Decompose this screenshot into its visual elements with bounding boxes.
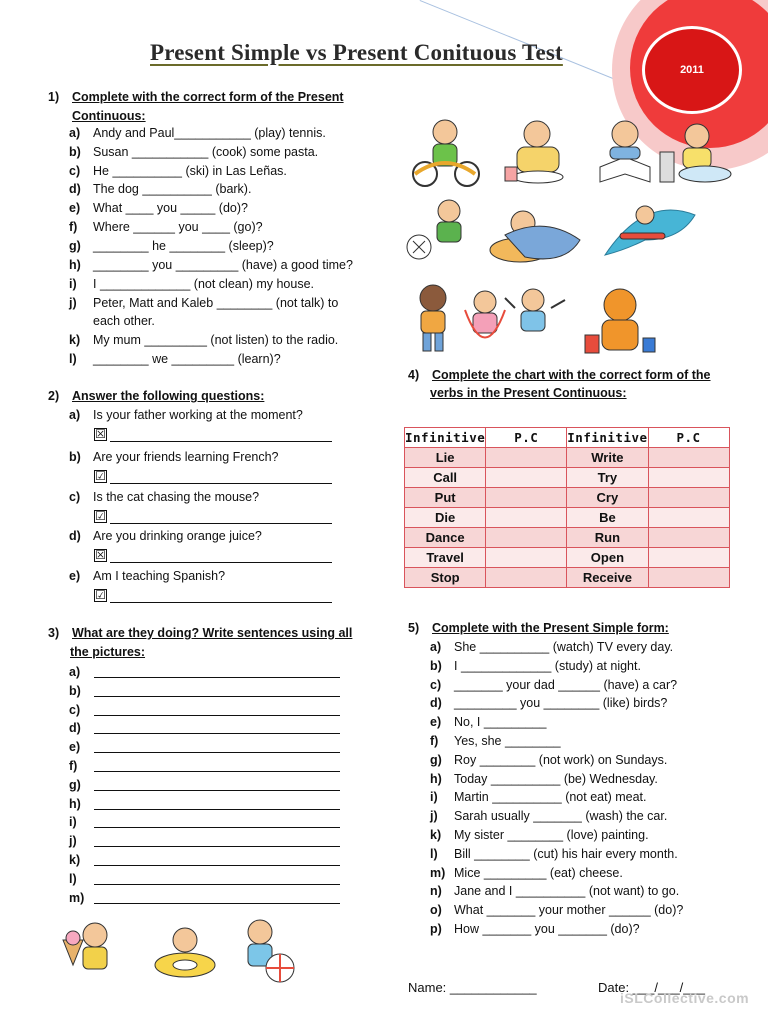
- section1-item-text: ________ he ________ (sleep)?: [93, 239, 274, 253]
- answer-line[interactable]: [94, 715, 340, 716]
- section1-item-label: c): [69, 164, 81, 178]
- page-title: Present Simple vs Present Conituous Test: [150, 40, 563, 65]
- section1-item: [69, 162, 389, 181]
- section4-heading-cont: verbs in the Present Continuous:: [430, 386, 627, 400]
- table-row: [405, 488, 730, 508]
- answer-cell[interactable]: [486, 508, 567, 528]
- answer-line[interactable]: [94, 903, 340, 904]
- section1-item: [69, 199, 389, 218]
- section2-item: [69, 448, 389, 467]
- section1-item-label: l): [69, 352, 77, 366]
- answer-cell[interactable]: [486, 548, 567, 568]
- section5-item-label: o): [430, 903, 442, 918]
- answer-line[interactable]: [94, 809, 340, 810]
- section3-heading: 3) What are they doing? Write sentences using all: [48, 626, 353, 640]
- section1-item-text: each other.: [93, 314, 155, 328]
- cat-painting-illustration: [585, 289, 655, 353]
- section5-item: [430, 694, 750, 713]
- header-pc-1: P.C: [486, 428, 567, 448]
- answer-cell[interactable]: [648, 508, 729, 528]
- table-row: [405, 548, 730, 568]
- section5-item-label: f): [430, 734, 439, 748]
- section2-item: [69, 527, 389, 546]
- child-eating-icecream-illustration: [63, 923, 107, 969]
- section2-item-label: a): [69, 408, 81, 422]
- section1-item-text: What ____ you _____ (do)?: [93, 201, 248, 215]
- section2-heading: 2) Answer the following questions:: [48, 389, 265, 403]
- section3-heading-cont: the pictures:: [70, 645, 146, 659]
- section5-item-label: j): [430, 809, 438, 824]
- answer-line[interactable]: [94, 827, 340, 828]
- answer-checkbox[interactable]: ☑: [95, 588, 106, 602]
- answer-cell[interactable]: [648, 548, 729, 568]
- child-reading-illustration: [600, 121, 650, 182]
- section1-item: [69, 237, 389, 256]
- section3-item-label: f): [69, 759, 78, 773]
- table-row: [405, 468, 730, 488]
- child-sleeping-illustration: [490, 211, 580, 262]
- answer-cell[interactable]: [486, 468, 567, 488]
- picture-row-1: [405, 112, 745, 192]
- section1-item-label: j): [69, 296, 77, 310]
- section5-item-text: What _______ your mother ______ (do)?: [454, 903, 684, 918]
- answer-line[interactable]: [94, 752, 340, 753]
- answer-line[interactable]: [94, 865, 340, 866]
- verb-cell: Run: [567, 528, 648, 548]
- section5-item: [430, 807, 750, 826]
- section4-heading: 4) Complete the chart with the correct form of the: [408, 368, 711, 382]
- section2-item-text: Is your father working at the moment?: [93, 408, 303, 422]
- date-field: Date: ___/___/___: [598, 980, 705, 995]
- section5-heading: 5) Complete with the Present Simple form:: [408, 621, 669, 635]
- section5-item: [430, 770, 750, 789]
- section5-item-text: My sister ________ (love) painting.: [454, 828, 649, 842]
- section5-item: [430, 638, 750, 657]
- verb-cell: Put: [405, 488, 486, 508]
- answer-checkbox[interactable]: ☑: [95, 469, 106, 483]
- section5-item-text: No, I _________: [454, 715, 547, 730]
- section1-item-text: He __________ (ski) in Las Leñas.: [93, 164, 287, 178]
- header-pc-2: P.C: [648, 428, 729, 448]
- section2-item-label: e): [69, 569, 81, 583]
- section5-item: [430, 845, 750, 864]
- section3-item-label: m): [69, 890, 85, 905]
- section1-item: [69, 180, 389, 199]
- section5-item-label: m): [430, 865, 446, 880]
- year-badge: 2011: [642, 26, 742, 114]
- section5-item-label: g): [430, 752, 442, 767]
- section3-item-label: j): [69, 834, 77, 849]
- section5-item: [430, 864, 750, 883]
- section1-item: [69, 350, 389, 369]
- section1-item-text: Andy and Paul___________ (play) tennis.: [93, 126, 326, 140]
- section5-item-label: a): [430, 640, 442, 654]
- answer-cell[interactable]: [486, 528, 567, 548]
- section1-item: [69, 124, 389, 143]
- section5-item-text: Sarah usually _______ (wash) the car.: [454, 809, 668, 824]
- answer-cell[interactable]: [486, 568, 567, 588]
- section1-item-label: k): [69, 333, 81, 347]
- section1-heading-cont: Continuous:: [72, 109, 146, 123]
- verb-cell: Dance: [405, 528, 486, 548]
- section2-item: [69, 488, 389, 507]
- section3-item-label: h): [69, 796, 81, 811]
- verb-cell: Open: [567, 548, 648, 568]
- section1-item-text: ________ you _________ (have) a good time?: [93, 258, 353, 272]
- child-on-float-illustration: [155, 928, 215, 977]
- section5-item-text: _______ your dad ______ (have) a car?: [454, 677, 678, 692]
- section5-item: [430, 788, 750, 807]
- verb-cell: Call: [405, 468, 486, 488]
- section2-item-text: Is the cat chasing the mouse?: [93, 490, 260, 504]
- section2-item-label: b): [69, 450, 81, 464]
- answer-line[interactable]: [110, 483, 332, 484]
- child-jumping-rope-illustration: [465, 291, 505, 338]
- section3-item-label: b): [69, 683, 81, 698]
- child-playing-football-illustration: [407, 200, 461, 259]
- verb-cell: Receive: [567, 568, 648, 588]
- section5-item-text: I _____________ (study) at night.: [454, 658, 641, 673]
- section5-item-text: _________ you ________ (like) birds?: [454, 696, 668, 711]
- answer-line[interactable]: [94, 846, 340, 847]
- picture-row-2: [405, 195, 725, 270]
- section5-item-label: p): [430, 922, 442, 936]
- answer-line[interactable]: [110, 562, 332, 563]
- header-infinitive-1: Infinitive: [405, 428, 486, 448]
- section5-item-label: n): [430, 884, 442, 899]
- section1-heading: 1) Complete with the correct form of the Present: [48, 90, 344, 104]
- verb-cell: Be: [567, 508, 648, 528]
- section1-item: [69, 294, 389, 313]
- section5-item: [430, 826, 750, 845]
- section2-item: [69, 406, 389, 425]
- child-washing-illustration: [660, 124, 731, 182]
- section5-item: [430, 751, 750, 770]
- section1-item-text: I _____________ (not clean) my house.: [93, 277, 314, 291]
- verb-cell: Travel: [405, 548, 486, 568]
- section5-item-label: l): [430, 846, 438, 861]
- table-row: [405, 528, 730, 548]
- section2-item-label: c): [69, 490, 81, 504]
- section1-item-text: Where ______ you ____ (go)?: [93, 220, 263, 234]
- section5-item-label: k): [430, 828, 442, 842]
- verb-cell: Try: [567, 468, 648, 488]
- answer-cell[interactable]: [648, 488, 729, 508]
- table-row: [405, 508, 730, 528]
- answer-line[interactable]: [110, 441, 332, 442]
- answer-checkbox[interactable]: ☑: [95, 509, 106, 523]
- answer-checkbox[interactable]: ☒: [95, 548, 106, 562]
- answer-cell[interactable]: [648, 448, 729, 468]
- section1-item-label: d): [69, 182, 81, 196]
- answer-line[interactable]: [110, 602, 332, 603]
- section1-item-label: f): [69, 220, 78, 234]
- section2-item-text: Are you drinking orange juice?: [93, 529, 262, 543]
- answer-line[interactable]: [94, 790, 340, 791]
- section3-item-label: d): [69, 721, 81, 736]
- section5-item-text: Mice _________ (eat) cheese.: [454, 865, 623, 880]
- answer-checkbox[interactable]: ☒: [95, 427, 106, 441]
- section2-item: [69, 567, 389, 586]
- section5-item: [430, 732, 750, 751]
- section1-item-label: e): [69, 201, 81, 215]
- section1-item-text: The dog __________ (bark).: [93, 182, 252, 196]
- picture-row-3: [405, 280, 685, 360]
- child-dancing-illustration: [505, 289, 565, 331]
- section1-item: [69, 256, 389, 275]
- section5-item-text: How _______ you _______ (do)?: [454, 922, 640, 936]
- verb-chart: [404, 427, 730, 588]
- child-eating-illustration: [505, 121, 563, 183]
- section1-item: [69, 312, 389, 331]
- section5-item: [430, 920, 750, 939]
- section5-item: [430, 676, 750, 695]
- child-surfing-illustration: [605, 206, 695, 255]
- section2-item-text: Am I teaching Spanish?: [93, 569, 226, 583]
- answer-cell[interactable]: [486, 488, 567, 508]
- section2-item-text: Are your friends learning French?: [93, 450, 279, 464]
- section5-item-text: Roy ________ (not work) on Sundays.: [454, 752, 668, 767]
- section3-item-label: g): [69, 777, 81, 792]
- section5-item-text: Today __________ (be) Wednesday.: [454, 771, 658, 786]
- section5-item: [430, 901, 750, 920]
- verb-cell: Write: [567, 448, 648, 468]
- table-row: [405, 568, 730, 588]
- section1-item: [69, 275, 389, 294]
- section5-item: [430, 882, 750, 901]
- section5-item-label: i): [430, 790, 438, 805]
- section2-item-label: d): [69, 529, 81, 543]
- section5-item-label: b): [430, 658, 442, 673]
- section1-item-label: h): [69, 258, 81, 272]
- section1-item-text: Peter, Matt and Kaleb ________ (not talk) to: [93, 296, 339, 310]
- picture-row-bottom: [55, 910, 305, 990]
- verb-cell: Cry: [567, 488, 648, 508]
- answer-cell[interactable]: [648, 468, 729, 488]
- watermark: iSLCollective.com: [620, 990, 750, 1006]
- verb-cell: Stop: [405, 568, 486, 588]
- section5-item-label: c): [430, 677, 442, 692]
- child-with-beachball-illustration: [248, 920, 294, 982]
- section3-item-label: i): [69, 815, 77, 830]
- section1-item-label: a): [69, 126, 81, 140]
- section1-item-text: ________ we _________ (learn)?: [93, 352, 281, 366]
- section1-item: [69, 143, 389, 162]
- table-row: [405, 448, 730, 468]
- section1-item-label: g): [69, 239, 81, 253]
- answer-line[interactable]: [94, 771, 340, 772]
- section3-item-label: k): [69, 853, 81, 867]
- section5-item: [430, 657, 750, 676]
- section5-item-label: d): [430, 696, 442, 711]
- section3-item-label: a): [69, 665, 81, 679]
- section5-item-label: e): [430, 715, 442, 730]
- section3-item-label: e): [69, 740, 81, 755]
- answer-cell[interactable]: [648, 528, 729, 548]
- answer-line[interactable]: [110, 523, 332, 524]
- section5-item-text: Yes, she ________: [454, 734, 561, 748]
- child-skipping-illustration: [420, 285, 446, 351]
- answer-line[interactable]: [94, 733, 340, 734]
- section3-item-label: c): [69, 702, 81, 717]
- section1-item-text: My mum _________ (not listen) to the radio.: [93, 333, 339, 347]
- section3-item-label: l): [69, 871, 77, 886]
- section5-item-text: She __________ (watch) TV every day.: [454, 640, 674, 654]
- verb-cell: Lie: [405, 448, 486, 468]
- name-field: Name: ____________: [408, 980, 537, 995]
- section5-item-text: Martin __________ (not eat) meat.: [454, 790, 647, 805]
- header-infinitive-2: Infinitive: [567, 428, 648, 448]
- answer-cell[interactable]: [648, 568, 729, 588]
- section5-item-text: Bill ________ (cut) his hair every month.: [454, 846, 678, 861]
- section1-item: [69, 218, 389, 237]
- answer-cell[interactable]: [486, 448, 567, 468]
- section1-item-label: i): [69, 277, 77, 291]
- answer-line[interactable]: [94, 884, 340, 885]
- verb-cell: Die: [405, 508, 486, 528]
- section1-item-text: Susan ___________ (cook) some pasta.: [93, 145, 319, 159]
- section5-item-text: Jane and I __________ (not want) to go.: [454, 884, 680, 899]
- answer-line[interactable]: [94, 677, 340, 678]
- section5-item-label: h): [430, 771, 442, 786]
- answer-line[interactable]: [94, 696, 340, 697]
- section1-item: [69, 331, 389, 350]
- section5-item: [430, 713, 750, 732]
- section1-item-label: b): [69, 145, 81, 159]
- child-cycling-illustration: [413, 120, 479, 186]
